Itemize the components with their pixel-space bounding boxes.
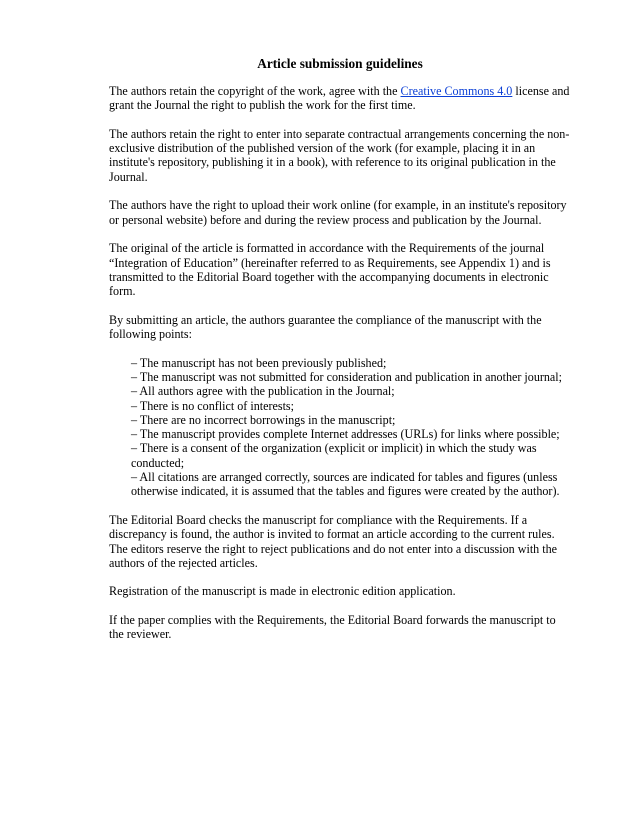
copyright-text-before: The authors retain the copyright of the work, agree with the (109, 84, 401, 98)
compliance-points-list (109, 356, 571, 499)
compliance-intro-paragraph: By submitting an article, the authors guarantee the compliance of the manuscript with the following points: (109, 312, 542, 342)
editorial-check-paragraph: The Editorial Board checks the manuscript for compliance with the Requirements. If a discrepancy is found, the author is invited to format an article according to the current rules. The editors reserve the right to reject publications and do not enter into a discussion with the authors of the rejected articles. (109, 512, 558, 570)
reviewer-paragraph: If the paper complies with the Requirements, the Editorial Board forwards the manuscript to the reviewer. (109, 612, 556, 642)
list-item: – There is no conflict of interests; (131, 398, 294, 413)
page-title: Article submission guidelines (257, 56, 423, 71)
document-page (109, 56, 571, 656)
online-upload-paragraph: The authors have the right to upload their work online (for example, in an institute's repository or personal website) before and during the review process and publication by the Journal. (109, 198, 567, 227)
list-item: – The manuscript was not submitted for consideration and publication in another journal; (131, 369, 563, 384)
list-item: – There is a consent of the organization (explicit or implicit) in which the study was conducted; (131, 441, 537, 470)
list-item: – The manuscript has not been previously published; (131, 355, 387, 370)
creative-commons-link[interactable]: Creative Commons 4.0 (400, 84, 513, 98)
list-item: – All authors agree with the publication in the Journal; (131, 384, 395, 399)
copyright-paragraph (109, 84, 571, 113)
distribution-paragraph: The authors retain the right to enter into separate contractual arrangements concerning the non-exclusive distribution of the published version of the work (for example, placing it in an institute's repository, publishing it in a book), with reference to its original publication in the Journal. (109, 126, 570, 184)
list-item: – The manuscript provides complete Internet addresses (URLs) for links where possible; (131, 427, 560, 442)
registration-paragraph: Registration of the manuscript is made in electronic edition application. (109, 584, 456, 599)
copyright-text-after: license and grant the Journal the right to publish the work for the first time. (109, 84, 570, 113)
list-item: – There are no incorrect borrowings in the manuscript; (131, 412, 396, 427)
list-item: – All citations are arranged correctly, sources are indicated for tables and figures (unless otherwise indicated, it is assumed that the tables and figures were created by the author). (131, 470, 560, 499)
formatting-paragraph: The original of the article is formatted in accordance with the Requirements of the journal “Integration of Education” (hereinafter referred to as Requirements, see Appendix 1) and is transmitted to the Editorial Board together with the accompanying documents in electronic form. (109, 241, 551, 299)
